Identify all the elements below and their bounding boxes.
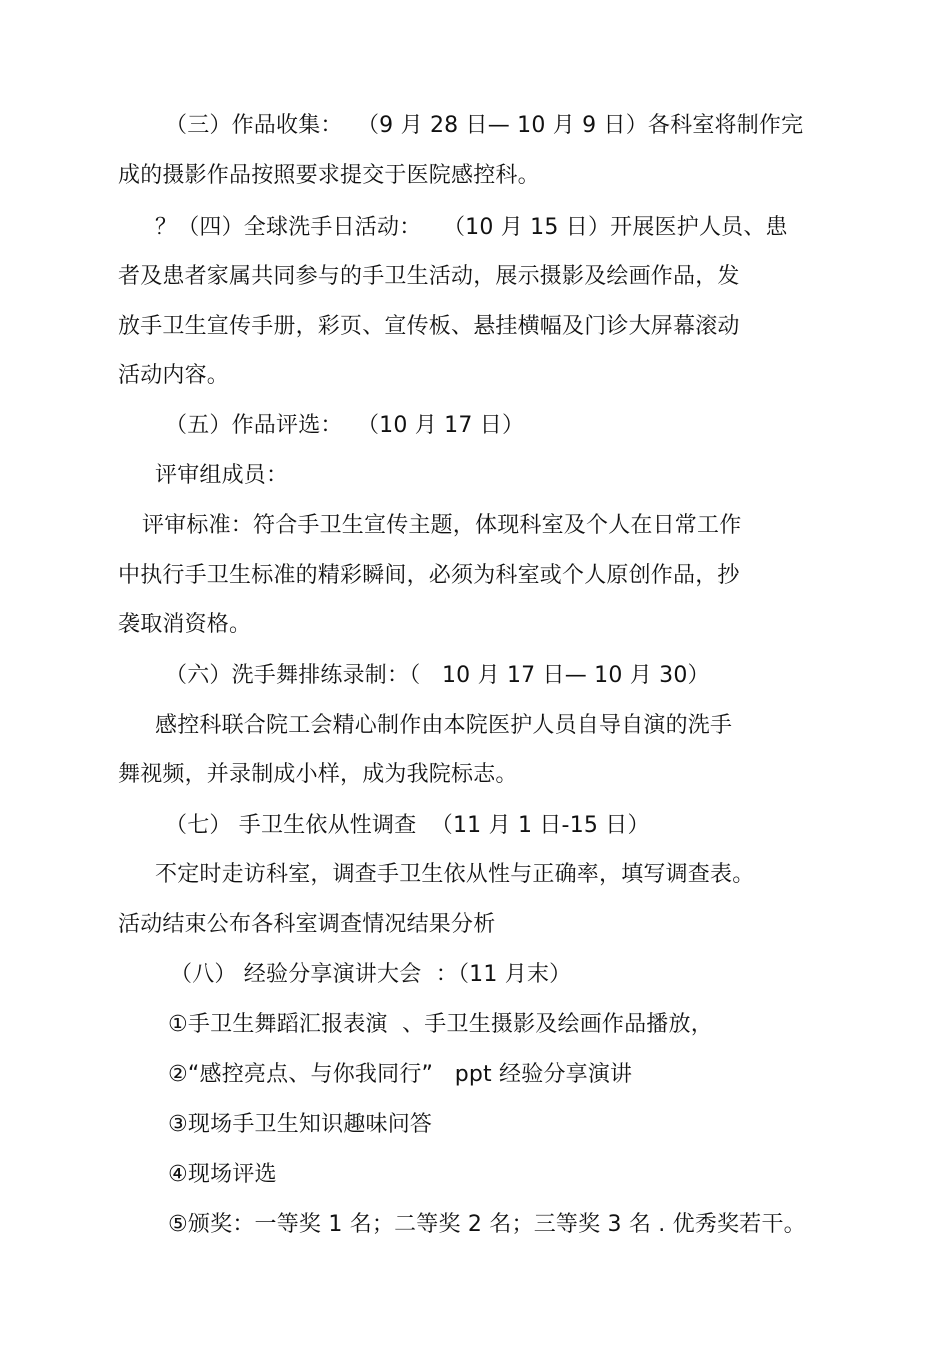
item-1-dance-and-art-showcase: ①手卫生舞蹈汇报表演 、手卫生摄影及绘画作品播放， [168,1012,713,1037]
review-criteria-line-3: 袭取消资格。 [118,612,252,637]
section-4-handwashing-day-line-2: 者及患者家属共同参与的手卫生活动，展示摄影及绘画作品，发 [118,264,740,289]
section-3-collection-line-1: （三）作品收集： （9 月 28 日— 10 月 9 日）各科室将制作完 [165,113,804,138]
item-2-ppt-speech: ②“感控亮点、与你我同行” ppt 经验分享演讲 [168,1062,633,1087]
section-6-dance-recording-heading: （六）洗手舞排练录制：（ 10 月 17 日— 10 月 30） [165,663,710,688]
section-4-handwashing-day-line-4: 活动内容。 [118,363,230,388]
section-7-survey-description-line-2: 活动结束公布各科室调查情况结果分析 [118,912,496,937]
section-6-dance-description-line-2: 舞视频，并录制成小样，成为我院标志。 [118,762,518,787]
review-criteria-line-1: 评审标准：符合手卫生宣传主题，体现科室及个人在日常工作 [142,513,742,538]
review-criteria-line-2: 中执行手卫生标准的精彩瞬间，必须为科室或个人原创作品，抄 [118,563,740,588]
item-5-awards: ⑤颁奖：一等奖 1 名；二等奖 2 名；三等奖 3 名 . 优秀奖若干。 [168,1212,806,1237]
item-4-on-site-evaluation: ④现场评选 [168,1162,277,1187]
section-7-compliance-survey-heading: （七） 手卫生依从性调查 （11 月 1 日-15 日） [165,813,650,838]
section-8-experience-sharing-heading: （八） 经验分享演讲大会 ：（11 月末） [170,962,572,987]
section-5-evaluation-heading: （五）作品评选： （10 月 17 日） [165,413,525,438]
section-3-collection-line-2: 成的摄影作品按照要求提交于医院感控科。 [118,163,540,188]
section-4-handwashing-day-line-3: 放手卫生宣传手册，彩页、宣传板、悬挂横幅及门诊大屏幕滚动 [118,314,740,339]
section-6-dance-description-line-1: 感控科联合院工会精心制作由本院医护人员自导自演的洗手 [155,713,733,738]
item-3-knowledge-quiz: ③现场手卫生知识趣味问答 [168,1112,433,1137]
review-team-label: 评审组成员： [155,463,289,488]
section-7-survey-description-line-1: 不定时走访科室，调查手卫生依从性与正确率，填写调查表。 [155,862,755,887]
section-4-handwashing-day-line-1: ？（四）全球洗手日活动： （10 月 15 日）开展医护人员、患 [155,215,788,240]
